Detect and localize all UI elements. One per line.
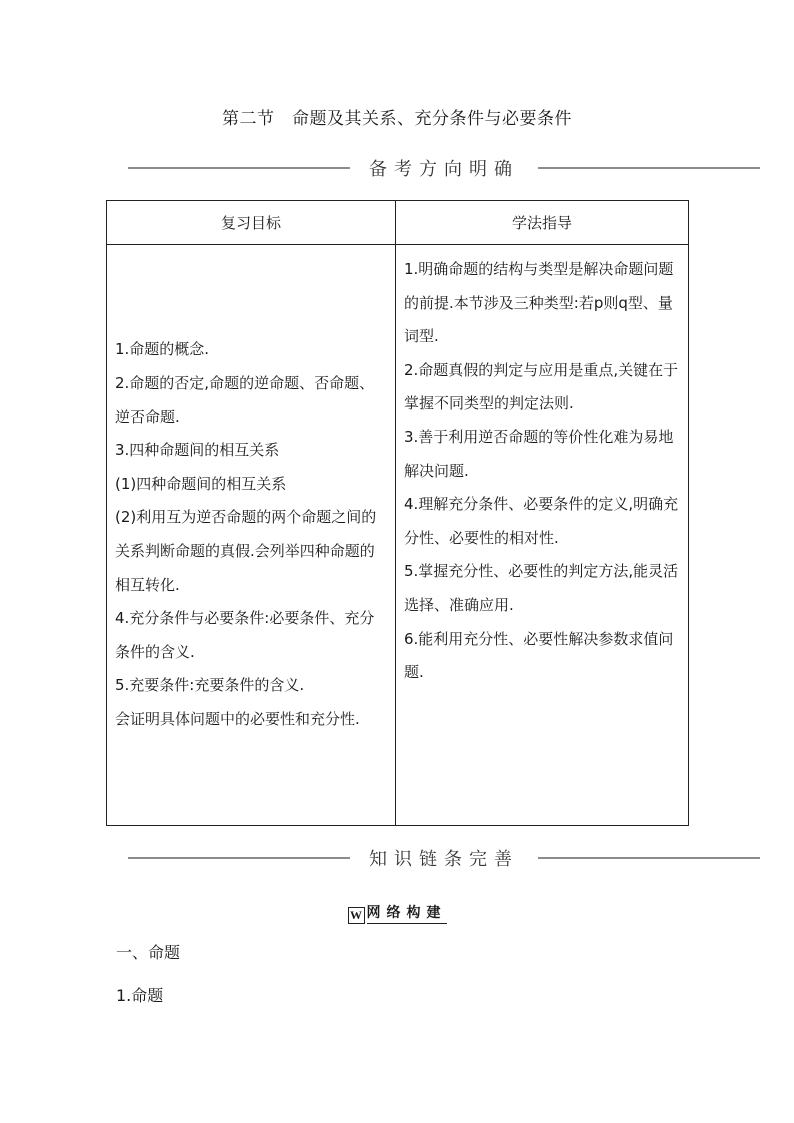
network-build-label: 网络构建 <box>367 905 447 924</box>
header-study-guide: 学法指导 <box>396 201 689 245</box>
section-heading: 一、命题 <box>116 943 181 962</box>
network-build-heading <box>0 902 794 924</box>
review-goals-cell <box>107 245 396 826</box>
header-review-goals: 复习目标 <box>107 201 396 245</box>
guide-item: 3.善于利用逆否命题的等价性化难为易地解决问题. <box>404 427 674 480</box>
study-guide-cell <box>396 245 689 826</box>
banner-rule-left <box>128 167 350 169</box>
goal-item: 5.充要条件:充要条件的含义. <box>115 676 305 695</box>
goal-item: 1.命题的概念. <box>115 340 210 359</box>
goal-item: 3.四种命题间的相互关系 <box>115 441 280 460</box>
banner-rule-left <box>128 857 350 859</box>
goal-item: 2.命题的否定,命题的逆命题、否命题、逆否命题. <box>115 374 375 426</box>
goal-item: 会证明具体问题中的必要性和充分性. <box>115 709 360 728</box>
w-badge-icon: W <box>348 907 365 924</box>
section-banner-knowledge-chain <box>128 843 760 873</box>
guide-item: 2.命题真假的判定与应用是重点,关键在于掌握不同类型的判定法则. <box>404 360 679 413</box>
guide-item: 4.理解充分条件、必要条件的定义,明确充分性、必要性的相对性. <box>404 495 679 547</box>
banner-rule-right <box>538 167 760 169</box>
banner-text: 知识链条完善 <box>358 845 530 871</box>
banner-rule-right <box>538 857 760 859</box>
subsection-heading: 1.命题 <box>116 986 164 1005</box>
goals-table <box>106 200 689 826</box>
guide-item: 6.能利用充分性、必要性解决参数求值问题. <box>404 629 674 682</box>
section-banner-exam-direction <box>128 153 760 183</box>
guide-item: 1.明确命题的结构与类型是解决命题问题的前提.本节涉及三种类型:若p则q型、量词型. <box>404 260 674 346</box>
goal-item: (1)四种命题间的相互关系 <box>115 474 287 493</box>
guide-item: 5.掌握充分性、必要性的判定方法,能灵活选择、准确应用. <box>404 562 679 614</box>
goal-item: (2)利用互为逆否命题的两个命题之间的关系判断命题的真假.会列举四种命题的相互转化. <box>115 508 377 594</box>
page-title: 第二节 命题及其关系、充分条件与必要条件 <box>222 109 572 129</box>
goal-item: 4.充分条件与必要条件:必要条件、充分条件的含义. <box>115 609 375 661</box>
banner-text: 备考方向明确 <box>358 155 530 181</box>
